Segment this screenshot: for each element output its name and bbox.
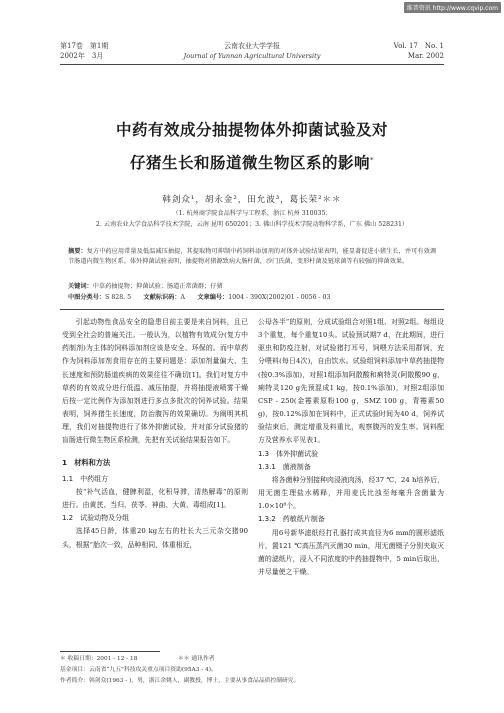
header-rule bbox=[60, 64, 444, 65]
doc-code-label: 文献标识码： bbox=[143, 294, 181, 301]
keywords bbox=[68, 282, 436, 292]
abstract-label: 摘要： bbox=[68, 248, 87, 255]
footnote-rule bbox=[60, 651, 160, 652]
header-date-cn: 2002年 3月 bbox=[60, 52, 104, 60]
footnote-received: ＊ 收稿日期：2001 - 12 - 18 ＊＊ 通讯作者 bbox=[60, 656, 215, 662]
abstract bbox=[68, 247, 436, 268]
doc-code-value: A bbox=[180, 294, 185, 301]
continued-paragraph: 公母各半”的原则，分成试验组合对照1组、对照2组。每组设3个重复，每个重复10头。试验预试期7 d，在此期间，进行驱虫和防疫注射，对试验猪打耳号，饲喂方法采用群饲，充分喂料(每日4次)，自由饮水。试验组饲料添加中草药抽提物(按0.3%添加)，对照1组添加阿散酸和痢特灵(阿散酸90 g，痢特灵120 g先预混成1 kg，按0.1%添加)，对照2组添加CSP - 250(金霉素原粉100 g，SMZ 100 g，青霉素50 g)，按0.12%添加在饲料中，正式试验时间为40 d，饲养试验结束后，测定增重及料重比，观察腹泻的发生率。饲料配方及营养水平见表1。 bbox=[258, 318, 444, 445]
section-1-heading: 1 材料和方法 bbox=[62, 457, 111, 467]
left-column bbox=[62, 316, 248, 552]
intro-paragraph: 引起动物性食品安全的隐患目前主要是来自饲料，且已受到全社会的普遍关注。一般认为，以植物有效成分(复方中药制剂)为主体的饲料添加剂应该是安全、环保的。而中草药作为饲料添加剂食用存在的主要问题是：添加剂量偏大、生长速度和预防肠道疾病的效果往往不确切[1]。我们对复方中草药的有效成分进行低温、减压抽提，并将抽提液喷雾干燥后按一定比例作为添加剂进行多点多批次的饲养试验。结果表明，饲养猪生长速度，防治腹泻的效果确切。为阐明其机理，我们对抽提物进行了体外抑菌试验，并对部分试验猪的盲肠进行微生物区系检测，先把有关试验结果报告如下。 bbox=[62, 318, 248, 445]
section-1-3-1-heading: 1.3.1 菌液制备 bbox=[258, 462, 311, 471]
authors: 韩剑众¹，胡永金²，田允波³，葛长荣²＊＊ bbox=[162, 195, 342, 205]
keywords-text: 中草药抽提物；抑菌试验；肠道正常菌群；仔猪 bbox=[92, 283, 223, 290]
article-id-label: 文章编号： bbox=[197, 294, 229, 301]
clc-value: S 828. 5 bbox=[105, 294, 132, 301]
footnote-author-bio: 作者简介：韩剑众(1963 - )，男，浙江余姚人，副教授，博士，主要从事食品品质控制研究。 bbox=[60, 678, 300, 684]
section-1-3-heading: 1.3 体外抑菌试验 bbox=[258, 449, 319, 458]
affiliation-1: （1. 杭州商学院食品科学与工程系，浙江 杭州 310035； bbox=[172, 210, 332, 217]
section-1-1-text: 按“补气活血，健脾利湿，化积导滞，清热解毒”的原则进行。由黄芪、当归、茯苓、神曲、大黄、毒组成[1]。 bbox=[62, 487, 248, 510]
title-line2-text: 仔猪生长和肠道微生物区系的影响 bbox=[129, 154, 370, 172]
header-volume-cn: 第17卷 第1期 bbox=[60, 42, 109, 50]
section-1-1-heading: 1.1 中药组方 bbox=[62, 474, 109, 483]
right-column bbox=[258, 316, 444, 579]
clc-label: 中图分类号： bbox=[68, 294, 106, 301]
section-1-2-text: 选择45日龄，体重20 kg左右的杜长大三元杂交猪90头，根据“胎次一致，品种相同，体重相近， bbox=[62, 527, 248, 549]
paper-title-line1: 中药有效成分抽提物体外抑菌试验及对 bbox=[115, 121, 388, 139]
section-1-3-1-text: 将各菌种分别接种肉浸液肉汤，经37 ℃，24 h培养后，用无菌生理盐水稀释，并用麦氏比浊至每毫升含菌量为1.0×10⁸个。 bbox=[258, 475, 444, 511]
header-date-en: Mar. 2002 bbox=[407, 52, 444, 60]
footnote-funding: 基金项目：云南省“九五”科技攻关重点项目资助(95A3 - 4)。 bbox=[60, 667, 217, 673]
abstract-text: 复方中药应用常量及低温减压抽提，其提取物可抑制中药饲料添加剂的对体外试验结果表明，能显著促进小猪生长，并可有效调节肠道内微生物区系。体外抑菌试验表明，抽提物对猪源致病大肠杆菌，沙门氏菌，变形杆菌及链球菌等有较强的抑菌效果。 bbox=[68, 248, 437, 266]
abstract-rule bbox=[60, 309, 444, 310]
section-1-3-2-heading: 1.3.2 药敏纸片制备 bbox=[258, 515, 325, 524]
section-1-3-2-text: 用6号新华滤纸经打孔器打成其直径为6 mm的圆形滤纸片，置121 ℃高压蒸汽灭菌30 min，用无菌镊子分别夹取灭菌的滤纸片，浸入不同浓度的中药抽提物中，5 min后取出，并尽量使之干燥。 bbox=[258, 528, 444, 576]
affiliation-2: 2. 云南农业大学食品科学技术学院，云南 昆明 650201；3. 佛山科学技术学院动物科学系，广东 佛山 528231） bbox=[95, 221, 409, 228]
keywords-label: 关键词： bbox=[68, 283, 93, 290]
section-1-2-heading: 1.2 试验动物及分组 bbox=[62, 514, 130, 523]
paper-title-line2 bbox=[0, 151, 504, 173]
title-footnote-mark: * bbox=[370, 155, 374, 164]
header-journal-cn: 云南农业大学学报 bbox=[224, 42, 280, 50]
article-id-value: 1004 - 390X(2002)01 - 0056 - 03 bbox=[228, 294, 331, 301]
header-volume-en: Vol. 17 No. 1 bbox=[393, 42, 444, 50]
classification-line bbox=[68, 293, 436, 303]
header-journal-en: Journal of Yunnan Agricultural University bbox=[183, 52, 321, 60]
watermark: 维普资讯 http://www.cqvip.com bbox=[404, 2, 501, 13]
